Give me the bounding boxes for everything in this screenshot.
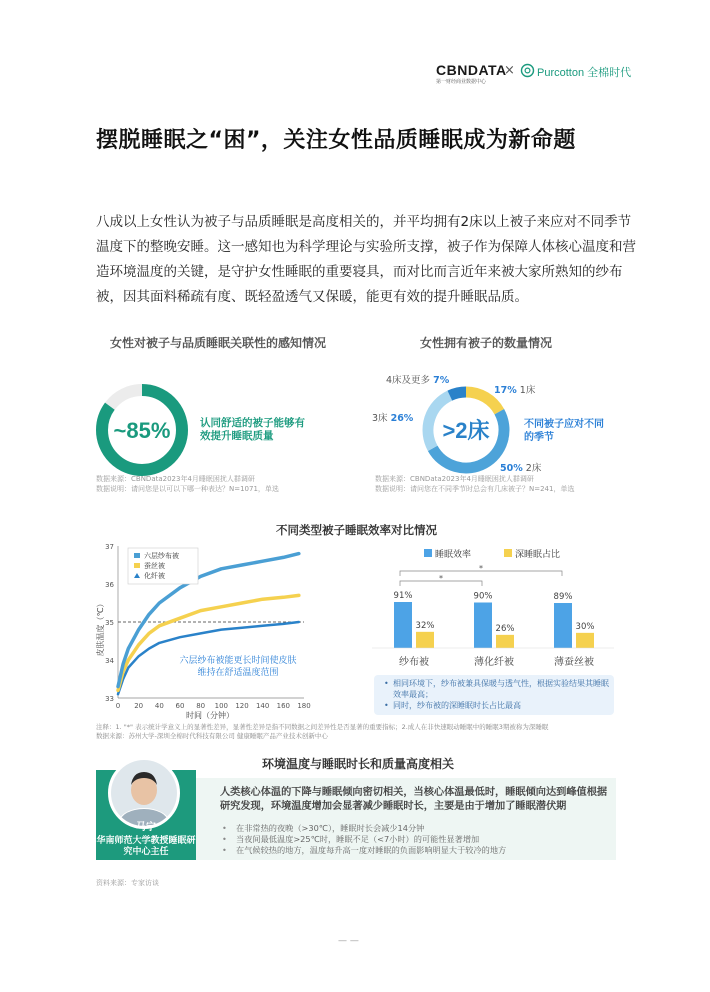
right-source: 数据来源：CBNData2023年4月睡眠困扰人群调研 数据说明：请问您在不同季节时总会有几床被子？N=241，单选 xyxy=(375,475,575,493)
cbndata-logo: CBNDATA xyxy=(436,62,507,78)
bar-1-1 xyxy=(496,635,514,648)
bar-label-0-0: 91% xyxy=(393,591,413,601)
bar-0-1 xyxy=(474,603,492,648)
x-tick-3: 60 xyxy=(175,702,185,710)
bar-label-0-1: 90% xyxy=(473,591,493,602)
skin-temperature-line-chart xyxy=(92,538,312,720)
cbndata-subtitle: 第一财经商业数据中心 xyxy=(436,79,487,85)
page-title: 摆脱睡眠之“困”，关注女性品质睡眠成为新命题 xyxy=(96,128,576,153)
comparison-title: 不同类型被子睡眠效率对比情况 xyxy=(276,523,437,537)
y-tick-4: 37 xyxy=(105,543,114,551)
expert-point: • 在非常热的夜晚（>30℃），睡眠时长会减少14分钟 xyxy=(220,823,610,834)
person-icon xyxy=(111,760,177,826)
line-legend xyxy=(128,548,198,584)
sleep-efficiency-bar-chart xyxy=(372,540,614,672)
expert-point: • 在气候较热的地方，温度每升高一度对睡眠的负面影响明显大于较冷的地方 xyxy=(220,845,610,856)
legend-silk: 蚕丝被 xyxy=(144,562,165,570)
legend-efficiency: 睡眠效率 xyxy=(435,550,472,560)
line-annotation: 六层纱布被能更长时间使皮肤维持在舒适温度范围 xyxy=(179,656,297,678)
x-tick-9: 180 xyxy=(297,702,311,710)
bar-label-1-0: 32% xyxy=(415,620,435,631)
y-tick-1: 34 xyxy=(105,657,114,665)
bar-category-0: 纱布被 xyxy=(399,657,429,668)
expert-points xyxy=(220,823,610,856)
bar-label-1-1: 26% xyxy=(495,623,515,634)
y-tick-2: 35 xyxy=(105,619,114,627)
slice-label-3: 3床 26% xyxy=(372,413,414,424)
chart-footnote: 注释：1. "*" 表示统计学意义上的显著性差异，显著性差异是指不同数据之间差异性是否显著的重要指标；2.成人在非快速眼动睡眠中的睡眠3期被称为深睡眠 数据来源：苏州大学-深圳全棉时代科技有限公司 健康睡眠产品产业技术创新中心 xyxy=(96,723,549,740)
left-panel-title: 女性对被子与品质睡眠关联性的感知情况 xyxy=(110,336,327,350)
expert-avatar xyxy=(108,757,180,829)
legend-swatch-silk xyxy=(134,563,140,568)
sig-mark-1: * xyxy=(479,564,483,573)
right-panel-title: 女性拥有被子的数量情况 xyxy=(420,336,553,350)
donut-center-value: >2床 xyxy=(442,418,490,443)
x-tick-5: 100 xyxy=(214,702,229,710)
x-tick-6: 120 xyxy=(235,702,249,710)
section-title-environment: 环境温度与睡眠时长和质量高度相关 xyxy=(262,757,455,771)
brand-separator: × xyxy=(504,63,515,78)
expert-point: • 当夜间最低温度>25℃时，睡眠不足（<7小时）的可能性显著增加 xyxy=(220,834,610,845)
purcotton-logo: Purcotton 全棉时代 xyxy=(537,67,632,79)
bar-label-1-2: 30% xyxy=(575,621,595,632)
expert-source: 资料来源：专家访谈 xyxy=(96,879,159,887)
bar-category-2: 薄蚕丝被 xyxy=(554,657,594,668)
y-tick-0: 33 xyxy=(105,695,114,703)
x-axis-label: 时间（分钟） xyxy=(186,711,234,720)
expert-name: 马宁 xyxy=(136,822,156,833)
legend-fiber: 化纤被 xyxy=(144,572,165,580)
bar-legend xyxy=(424,548,560,560)
x-tick-0: 0 xyxy=(115,702,121,710)
brand-logo xyxy=(436,62,636,90)
slice-label-4plus: 4床及更多 7% xyxy=(386,375,450,386)
x-tick-2: 40 xyxy=(154,702,164,710)
slice-label-1: 17% 1床 xyxy=(494,385,536,396)
x-tick-4: 80 xyxy=(196,702,206,710)
ring-label: 认同舒适的被子能够有效提升睡眠质量 xyxy=(200,417,305,442)
intro-paragraph: 八成以上女性认为被子与品质睡眠是高度相关的，并平均拥有2床以上被子来应对不同季节温度下的整晚安睡。这一感知也为科学理论与实验所支撑，被子作为保障人体核心温度和营造环境温度的关键，是守护女性睡眠的重要寝具，而对比而言近年来被大家所熟知的纱布被，因其面料稀疏有度、既轻盈透气又保暖，能更有效的提升睡眠品质。 xyxy=(96,214,636,305)
y-axis-label: 皮肤温度（℃） xyxy=(96,599,105,657)
note-item: • 相同环境下，纱布被兼具保暖与透气性，根据实验结果其睡眠效率最高； xyxy=(384,678,614,700)
significance-brackets xyxy=(400,571,562,586)
x-tick-8: 160 xyxy=(276,702,291,710)
slice-label-2: 50% 2床 xyxy=(500,463,542,474)
x-tick-1: 20 xyxy=(134,702,144,710)
x-tick-7: 140 xyxy=(255,702,270,710)
bar-category-1: 薄化纤被 xyxy=(474,657,514,668)
legend-swatch-gauze xyxy=(134,553,140,558)
legend-gauze: 六层纱布被 xyxy=(144,552,179,560)
legend-swatch-efficiency xyxy=(424,549,432,557)
y-tick-3: 36 xyxy=(105,581,114,589)
bar-1-0 xyxy=(416,632,434,648)
bar-1-2 xyxy=(576,633,594,648)
note-item: • 同时，纱布被的深睡眠时长占比最高 xyxy=(384,700,614,711)
donut-slice-3 xyxy=(450,392,466,396)
legend-deep: 深睡眠占比 xyxy=(515,550,561,560)
bar-label-0-2: 89% xyxy=(553,592,573,603)
page-footer: — — xyxy=(338,936,359,946)
left-source: 数据来源：CBNData2023年4月睡眠困扰人群调研 数据说明：请问您是以可以下哪一种表达？N=1071，单选 xyxy=(96,475,279,493)
purcotton-flower-icon xyxy=(520,63,535,78)
expert-title: 华南师范大学教授睡眠研究中心主任 xyxy=(96,836,196,857)
ring-chart-85 xyxy=(94,382,190,478)
sig-mark-2: * xyxy=(439,574,443,583)
ring-value: ~85% xyxy=(113,418,171,443)
legend-swatch-deep xyxy=(504,549,512,557)
expert-quote: 人类核心体温的下降与睡眠倾向密切相关，当核心体温最低时，睡眠倾向达到峰值根据研究发现，环境温度增加会显著减少睡眠时长，主要是由于增加了睡眠潜伏期 xyxy=(220,787,608,812)
right-note: 不同被子应对不同的季节 xyxy=(524,419,604,443)
chart-note-box xyxy=(374,675,614,715)
bar-0-0 xyxy=(394,602,412,648)
bar-0-2 xyxy=(554,603,572,648)
